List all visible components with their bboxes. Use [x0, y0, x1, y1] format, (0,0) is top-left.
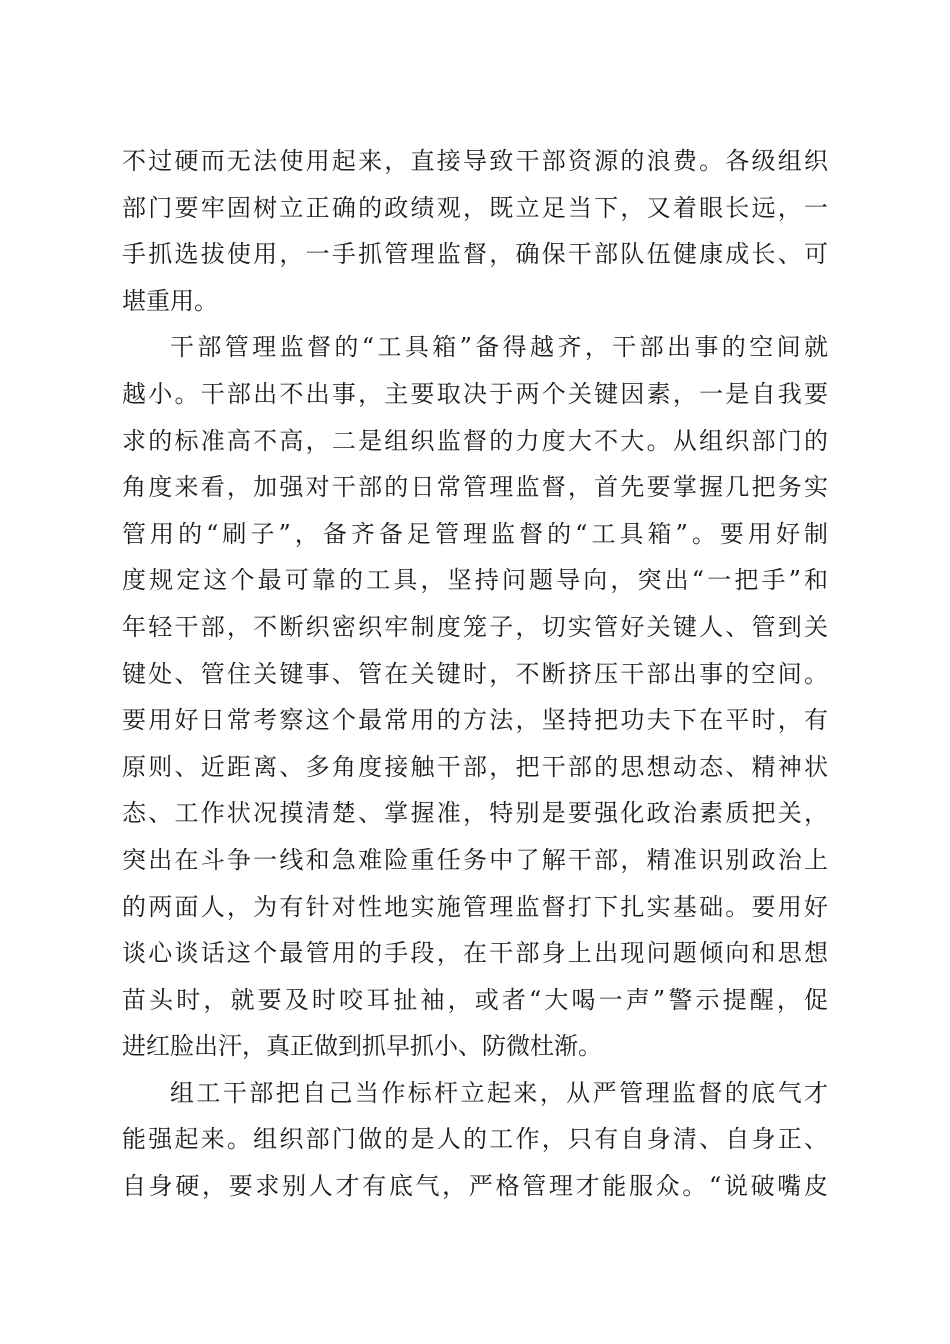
text-line: 键处、管住关键事、管在关键时，不断挤压干部出事的空间。 — [122, 659, 828, 688]
text-line: 自身硬，要求别人才有底气，严格管理才能服众。“说破嘴皮 — [122, 1172, 828, 1201]
text-line: 谈心谈话这个最管用的手段，在干部身上出现问题倾向和思想 — [122, 939, 828, 968]
text-line: 的两面人，为有针对性地实施管理监督打下扎实基础。要用好 — [122, 892, 828, 921]
text-line: 进红脸出汗，真正做到抓早抓小、防微杜渐。 — [122, 1032, 602, 1061]
text-line: 堪重用。 — [122, 286, 218, 315]
text-line: 年轻干部，不断织密织牢制度笼子，切实管好关键人、管到关 — [122, 612, 828, 641]
text-line: 管用的“刷子”，备齐备足管理监督的“工具箱”。要用好制 — [122, 519, 828, 548]
text-line: 不过硬而无法使用起来，直接导致干部资源的浪费。各级组织 — [122, 147, 828, 175]
text-line: 越小。干部出不出事，主要取决于两个关键因素，一是自我要 — [122, 379, 828, 408]
text-line: 求的标准高不高，二是组织监督的力度大不大。从组织部门的 — [122, 426, 828, 455]
paragraph-first-line: 组工干部把自己当作标杆立起来，从严管理监督的底气才 — [170, 1078, 828, 1107]
text-line: 要用好日常考察这个最常用的方法，坚持把功夫下在平时，有 — [122, 706, 828, 735]
text-line: 部门要牢固树立正确的政绩观，既立足当下，又着眼长远，一 — [122, 193, 828, 222]
body-text — [122, 138, 828, 1210]
text-line: 苗头时，就要及时咬耳扯袖，或者“大喝一声”警示提醒，促 — [122, 985, 828, 1014]
text-line: 原则、近距离、多角度接触干部，把干部的思想动态、精神状 — [122, 752, 828, 781]
text-line: 度规定这个最可靠的工具，坚持问题导向，突出“一把手”和 — [122, 566, 828, 595]
text-line: 角度来看，加强对干部的日常管理监督，首先要掌握几把务实 — [122, 473, 828, 502]
text-line: 能强起来。组织部门做的是人的工作，只有自身清、自身正、 — [122, 1125, 828, 1154]
text-line: 态、工作状况摸清楚、掌握准，特别是要强化政治素质把关， — [122, 799, 828, 828]
paragraph-first-line: 干部管理监督的“工具箱”备得越齐，干部出事的空间就 — [170, 333, 828, 362]
text-line: 手抓选拔使用，一手抓管理监督，确保干部队伍健康成长、可 — [122, 240, 828, 269]
text-line: 突出在斗争一线和急难险重任务中了解干部，精准识别政治上 — [122, 845, 828, 874]
